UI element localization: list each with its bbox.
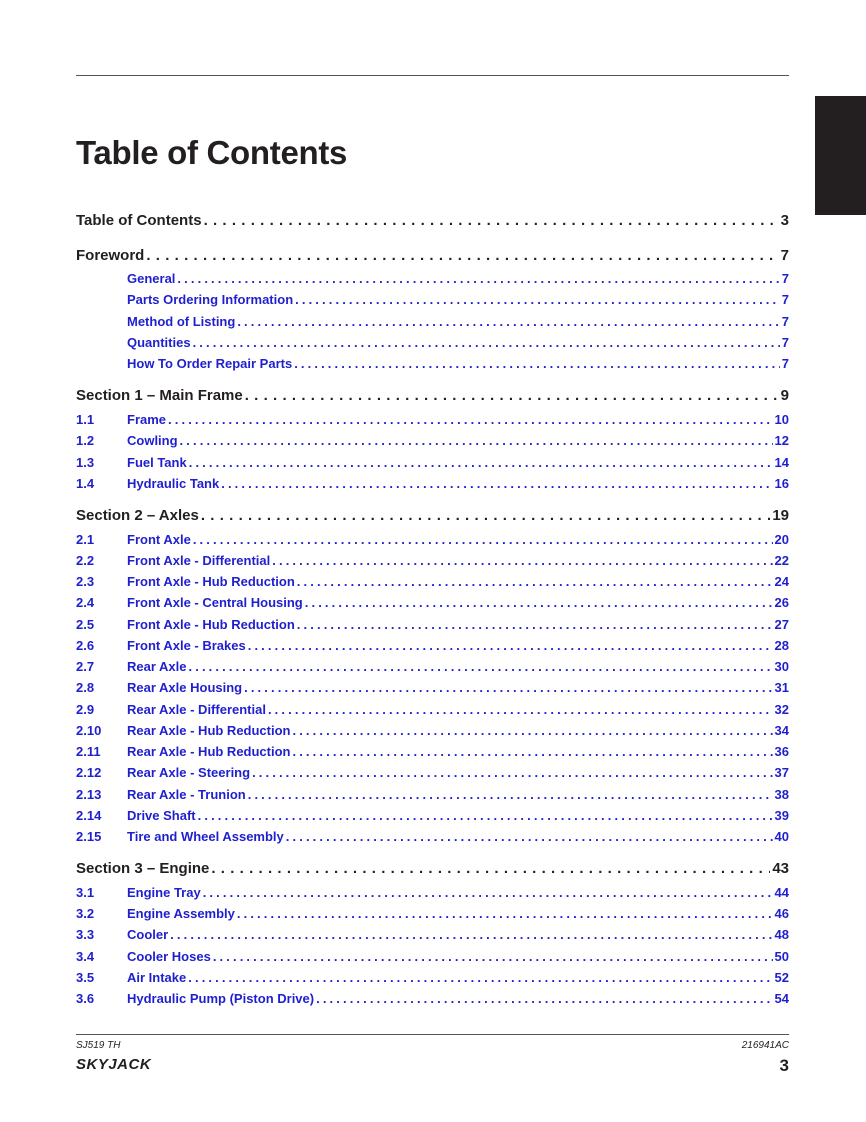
- toc-section-row: [76, 387, 789, 407]
- toc-entry-link[interactable]: How To Order Repair Parts: [127, 356, 293, 371]
- toc-entry-link[interactable]: Engine Assembly: [127, 906, 235, 921]
- toc-page-number: 7: [781, 356, 789, 371]
- toc-entry-link[interactable]: Quantities: [127, 335, 191, 350]
- toc-section-title: Section 3 – Engine: [76, 860, 210, 877]
- toc-page-number: 3: [780, 212, 789, 229]
- toc-entry-number: 1.2: [76, 433, 95, 448]
- toc-entry-row[interactable]: [76, 927, 789, 945]
- dot-leader: [204, 212, 779, 229]
- toc-entry-link[interactable]: Hydraulic Tank: [127, 476, 220, 491]
- dot-leader: [316, 991, 772, 1006]
- dot-leader: [193, 335, 780, 350]
- dot-leader: [292, 723, 772, 738]
- dot-leader: [189, 455, 773, 470]
- dot-leader: [168, 412, 773, 427]
- toc-entry-row[interactable]: [76, 680, 789, 698]
- toc-entry-link[interactable]: Drive Shaft: [127, 808, 196, 823]
- toc-page-number: 38: [774, 787, 789, 802]
- footer-doc-number: 216941AC: [741, 1040, 789, 1051]
- toc-entry-number: 2.12: [76, 765, 102, 780]
- toc-entry-number: 2.7: [76, 659, 95, 674]
- toc-entry-row[interactable]: [76, 991, 789, 1009]
- toc-entry-link[interactable]: Rear Axle Housing: [127, 680, 243, 695]
- toc-section-title: Foreword: [76, 247, 145, 264]
- dot-leader: [146, 247, 778, 264]
- toc-entry-row[interactable]: [76, 885, 789, 903]
- toc-entry-link[interactable]: Front Axle: [127, 532, 191, 547]
- toc-entry-link[interactable]: Cooler Hoses: [127, 949, 211, 964]
- toc-page-number: 36: [774, 744, 789, 759]
- toc-entry-row[interactable]: [76, 292, 789, 310]
- toc-entry-row[interactable]: [76, 553, 789, 571]
- toc-entry-link[interactable]: Rear Axle - Trunion: [127, 787, 246, 802]
- toc-entry-number: 2.6: [76, 638, 95, 653]
- toc-entry-number: 2.11: [76, 744, 101, 759]
- dot-leader: [272, 553, 772, 568]
- toc-entry-number: 2.5: [76, 617, 95, 632]
- toc-page-number: 26: [774, 595, 789, 610]
- toc-page-number: 30: [774, 659, 789, 674]
- dot-leader: [177, 271, 779, 286]
- toc-page-number: 40: [774, 829, 789, 844]
- toc-entry-row[interactable]: [76, 702, 789, 720]
- dot-leader: [248, 787, 773, 802]
- toc-page-number: 31: [774, 680, 789, 695]
- toc-page-number: 34: [774, 723, 789, 738]
- bottom-rule: [76, 1034, 789, 1035]
- toc-section-row: [76, 247, 789, 267]
- footer-model: SJ519 TH: [76, 1040, 121, 1051]
- toc-page-number: 48: [774, 927, 789, 942]
- dot-leader: [170, 927, 772, 942]
- toc-section-row: [76, 860, 789, 880]
- dot-leader: [203, 885, 773, 900]
- toc-entry-number: 1.3: [76, 455, 95, 470]
- toc-entry-number: 2.4: [76, 595, 95, 610]
- dot-leader: [193, 532, 773, 547]
- toc-entry-number: 1.1: [76, 412, 95, 427]
- toc-entry-number: 3.6: [76, 991, 95, 1006]
- toc-page-number: 7: [781, 292, 789, 307]
- toc-entry-link[interactable]: Frame: [127, 412, 167, 427]
- toc-entry-link[interactable]: Hydraulic Pump (Piston Drive): [127, 991, 315, 1006]
- dot-leader: [188, 970, 772, 985]
- toc-entry-number: 2.8: [76, 680, 95, 695]
- toc-entry-link[interactable]: Rear Axle - Hub Reduction: [127, 723, 291, 738]
- toc-entry-number: 3.5: [76, 970, 95, 985]
- toc-section-title: Section 2 – Axles: [76, 507, 199, 524]
- toc-section-row: [76, 507, 789, 527]
- toc-page-number: 12: [774, 433, 789, 448]
- dot-leader: [292, 744, 772, 759]
- toc-page-number: 37: [774, 765, 789, 780]
- dot-leader: [237, 314, 779, 329]
- toc-entry-row[interactable]: [76, 906, 789, 924]
- toc-page-number: 32: [774, 702, 789, 717]
- toc-entry-link[interactable]: Tire and Wheel Assembly: [127, 829, 284, 844]
- toc-entry-row[interactable]: [76, 595, 789, 613]
- dot-leader: [201, 507, 770, 524]
- toc-entry-number: 3.3: [76, 927, 95, 942]
- toc-page-number: 16: [774, 476, 789, 491]
- toc-entry-link[interactable]: Front Axle - Central Housing: [127, 595, 303, 610]
- toc-entry-link[interactable]: Front Axle - Hub Reduction: [127, 574, 295, 589]
- toc-page-number: 43: [772, 860, 789, 877]
- toc-entry-link[interactable]: Method of Listing: [127, 314, 236, 329]
- toc-page-number: 24: [774, 574, 789, 589]
- toc-page-number: 44: [774, 885, 789, 900]
- toc-page-number: 20: [774, 532, 789, 547]
- toc-page-number: 39: [774, 808, 789, 823]
- toc-page-number: 9: [780, 387, 789, 404]
- toc-entry-row[interactable]: [76, 659, 789, 677]
- toc-section-row: [76, 212, 789, 232]
- dot-leader: [305, 595, 773, 610]
- dot-leader: [211, 860, 770, 877]
- dot-leader: [237, 906, 773, 921]
- toc-entry-number: 3.2: [76, 906, 95, 921]
- page-number: 3: [779, 1056, 789, 1075]
- dot-leader: [245, 387, 779, 404]
- toc-entry-number: 2.15: [76, 829, 102, 844]
- toc-entry-row[interactable]: [76, 433, 789, 451]
- dot-leader: [189, 659, 773, 674]
- dot-leader: [221, 476, 772, 491]
- toc-entry-row[interactable]: [76, 970, 789, 988]
- dot-leader: [248, 638, 773, 653]
- toc-entry-row[interactable]: [76, 356, 789, 374]
- toc-entry-row[interactable]: [76, 744, 789, 762]
- dot-leader: [180, 433, 773, 448]
- toc-entry-row[interactable]: [76, 723, 789, 741]
- toc-entry-number: 2.2: [76, 553, 95, 568]
- toc-page-number: 54: [774, 991, 789, 1006]
- toc-page-number: 7: [781, 335, 789, 350]
- toc-entry-link[interactable]: Cowling: [127, 433, 178, 448]
- toc-page-number: 14: [774, 455, 789, 470]
- skyjack-logo: SKYJACK: [76, 1056, 152, 1073]
- toc-entry-number: 2.14: [76, 808, 102, 823]
- toc-entry-link[interactable]: Rear Axle - Steering: [127, 765, 251, 780]
- toc-entry-link[interactable]: Front Axle - Differential: [127, 553, 271, 568]
- toc-page-number: 7: [781, 271, 789, 286]
- toc-entry-row[interactable]: [76, 638, 789, 656]
- toc-entry-row[interactable]: [76, 335, 789, 353]
- toc-page-number: 7: [780, 247, 789, 264]
- dot-leader: [252, 765, 772, 780]
- toc-entry-link[interactable]: Engine Tray: [127, 885, 201, 900]
- toc-entry-link[interactable]: Front Axle - Brakes: [127, 638, 246, 653]
- toc-entry-number: 3.1: [76, 885, 95, 900]
- page-title: Table of Contents: [76, 134, 348, 171]
- toc-entry-number: 2.1: [76, 532, 95, 547]
- toc-entry-row[interactable]: [76, 949, 789, 967]
- toc-entry-row[interactable]: [76, 314, 789, 332]
- toc-entry-link[interactable]: General: [127, 271, 176, 286]
- dot-leader: [198, 808, 773, 823]
- toc-entry-link[interactable]: Rear Axle - Hub Reduction: [127, 744, 291, 759]
- toc-entry-number: 2.3: [76, 574, 95, 589]
- toc-section-title: Section 1 – Main Frame: [76, 387, 243, 404]
- toc-entry-link[interactable]: Front Axle - Hub Reduction: [127, 617, 295, 632]
- toc-section-title: Table of Contents: [76, 212, 202, 229]
- toc-entry-number: 1.4: [76, 476, 95, 491]
- toc-entry-row[interactable]: [76, 412, 789, 430]
- toc-entry-row[interactable]: [76, 532, 789, 550]
- dot-leader: [244, 680, 772, 695]
- toc-entry-row[interactable]: [76, 455, 789, 473]
- toc-entry-row[interactable]: [76, 617, 789, 635]
- toc-page-number: 22: [774, 553, 789, 568]
- top-rule: [76, 75, 789, 76]
- toc-page-number: 10: [774, 412, 789, 427]
- toc-entry-row[interactable]: [76, 787, 789, 805]
- toc-entry-number: 2.10: [76, 723, 102, 738]
- toc-entry-row[interactable]: [76, 765, 789, 783]
- toc-entry-row[interactable]: [76, 476, 789, 494]
- toc-page-number: 52: [774, 970, 789, 985]
- toc-page-number: 46: [774, 906, 789, 921]
- dot-leader: [295, 292, 780, 307]
- toc-entry-row[interactable]: [76, 829, 789, 847]
- toc-entry-link[interactable]: Parts Ordering Information: [127, 292, 294, 307]
- dot-leader: [286, 829, 773, 844]
- toc-entry-row[interactable]: [76, 574, 789, 592]
- toc-page-number: 7: [781, 314, 789, 329]
- dot-leader: [213, 949, 773, 964]
- toc-entry-link[interactable]: Cooler: [127, 927, 169, 942]
- toc-entry-link[interactable]: Air Intake: [127, 970, 187, 985]
- toc-entry-row[interactable]: [76, 808, 789, 826]
- toc-page-number: 50: [774, 949, 789, 964]
- section-tab-marker: [815, 96, 866, 215]
- dot-leader: [297, 617, 773, 632]
- dot-leader: [294, 356, 780, 371]
- toc-entry-number: 2.13: [76, 787, 102, 802]
- dot-leader: [268, 702, 773, 717]
- toc-entry-link[interactable]: Rear Axle - Differential: [127, 702, 266, 717]
- toc-page-number: 27: [774, 617, 789, 632]
- toc-entry-number: 2.9: [76, 702, 95, 717]
- toc-page-number: 19: [772, 507, 789, 524]
- toc-entry-link[interactable]: Fuel Tank: [127, 455, 187, 470]
- toc-entry-number: 3.4: [76, 949, 95, 964]
- toc-page-number: 28: [774, 638, 789, 653]
- dot-leader: [297, 574, 773, 589]
- toc-entry-link[interactable]: Rear Axle: [127, 659, 187, 674]
- toc-entry-row[interactable]: [76, 271, 789, 289]
